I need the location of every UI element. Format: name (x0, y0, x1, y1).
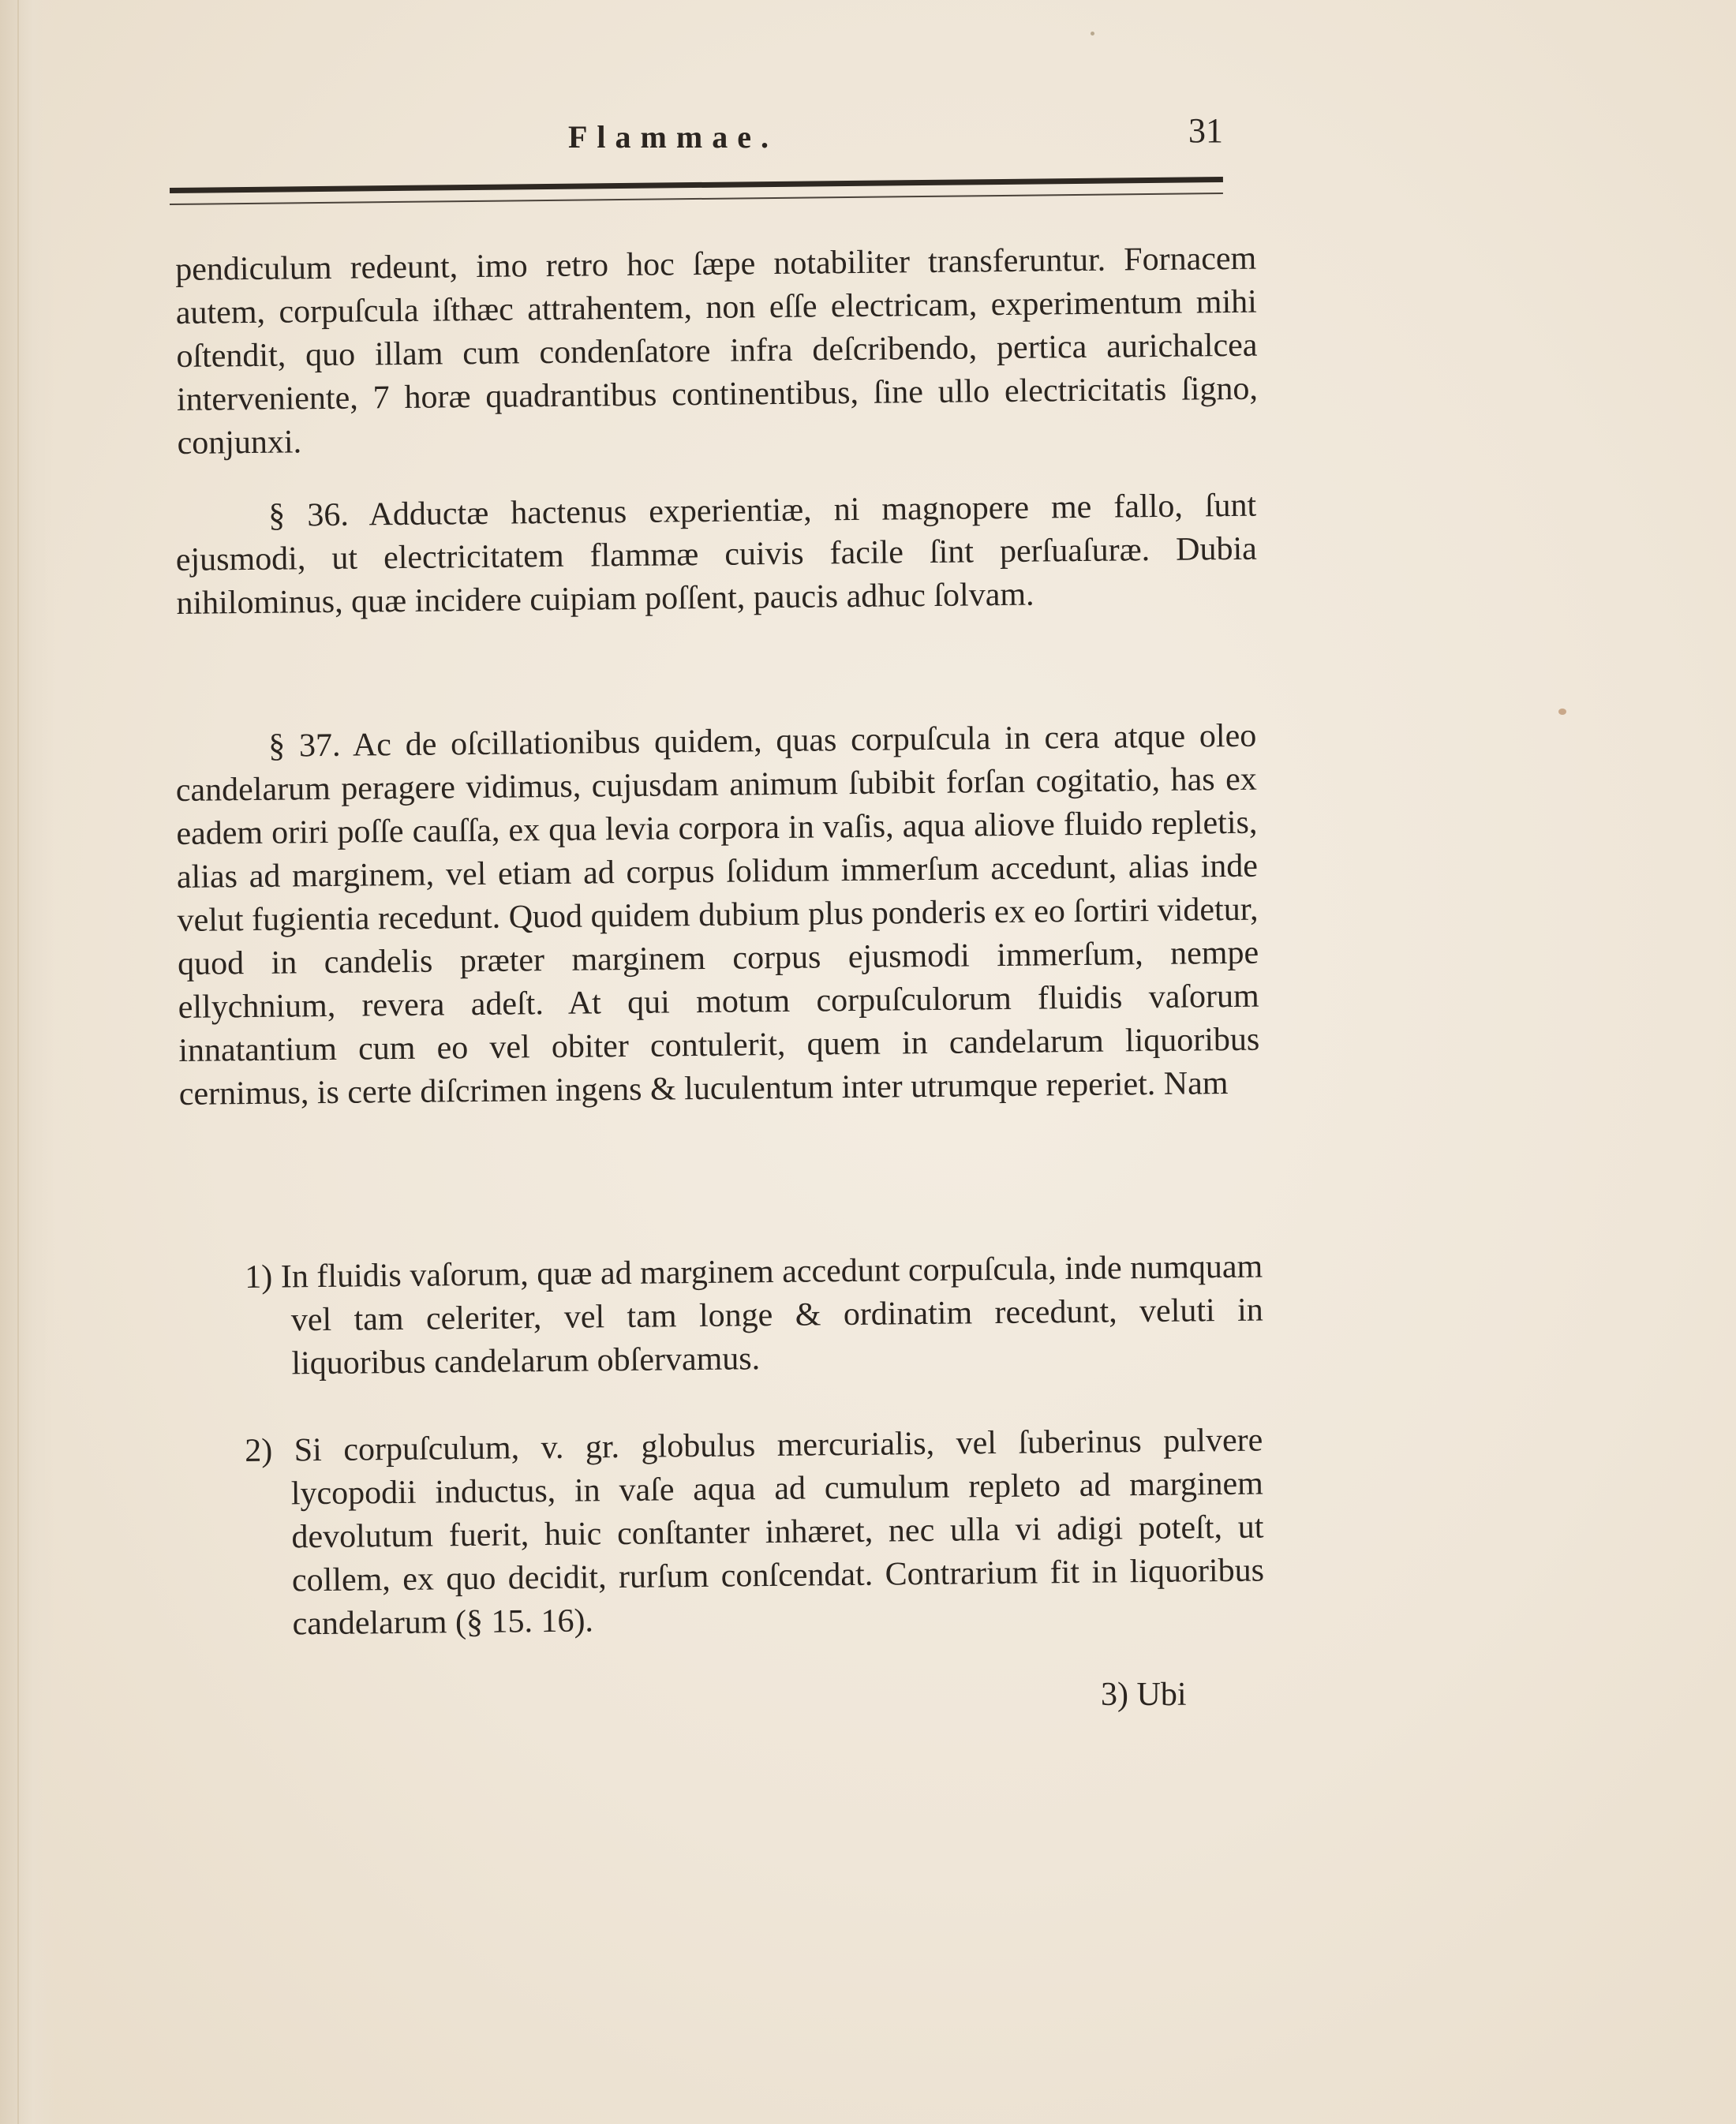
gutter-fold (17, 0, 19, 2124)
page-header (174, 110, 1223, 158)
list-item-text: 1) In fluidis vaſorum, quæ ad marginem accedunt corpuſcula, inde numquam vel tam celeriter, vel tam longe & ordinatim recedunt, veluti in liquoribus candelarum obſervamus. (245, 1248, 1264, 1382)
list-item-2 (245, 1419, 1265, 1646)
page-number: 31 (1188, 111, 1223, 150)
section-36 (175, 484, 1258, 626)
paragraph-text: pendiculum redeunt, imo retro hoc ſæpe notabiliter transferuntur. Fornacem autem, corpuſcula iſthæc attrahentem, non eſſe electricam, experimentum mihi oſtendit, quo illam cum condenſatore infra deſcribendo, pertica aurichalcea interveniente, 7 horæ quadrantibus continentibus, ſine ullo electricitatis ſigno, conjunxi. (175, 240, 1259, 462)
paper-stain (1091, 32, 1094, 36)
list-item-1 (245, 1245, 1264, 1385)
catchword: 3) Ubi (1101, 1677, 1187, 1713)
header-rule-thick (170, 177, 1223, 193)
paragraph-text: § 37. Ac de oſcillationibus quidem, quas corpuſcula in cera atque oleo candelarum peragere vidimus, cujusdam animum ſubibit forſan cogitatio, has ex eadem oriri poſſe cauſſa, ex qua levia corpora in vaſis, aqua aliove fluido repletis, alias ad marginem, vel etiam ad corpus ſolidum immerſum accedunt, alias inde velut fugientia recedunt. Quod quidem dubium plus ponderis ex eo ſortiri videtur, quod in candelis præter marginem corpus ejusmodi immerſum, nempe ellychnium, revera adeſt. At qui motum corpuſculorum fluidis vaſorum innatantium cum eo vel obiter contulerit, quem in candelarum liquoribus cernimus, is certe diſcrimen ingens & luculentum inter utrumque reperiet. Nam (175, 717, 1260, 1112)
running-title: Flammae. (568, 119, 778, 155)
section-37 (175, 715, 1260, 1116)
paper-stain (1558, 709, 1566, 715)
paragraph-continuation (175, 237, 1259, 466)
header-rule-thin (170, 193, 1223, 205)
list-item-text: 2) Si corpuſculum, v. gr. globulus mercurialis, vel ſuberinus pulvere lycopodii inductus, in vaſe aqua ad cumulum repleto ad marginem devolutum fuerit, huic conſtanter inhæret, nec ulla vi adigi poteſt, ut collem, ex quo decidit, rurſum conſcendat. Contrarium fit in liquoribus candelarum (§ 15. 16). (245, 1422, 1265, 1643)
gutter-shadow (0, 0, 55, 2124)
paragraph-text: § 36. Adductæ hactenus experientiæ, ni magnopere me fallo, ſunt ejusmodi, ut electricitatem flammæ cuivis facile ſint perſuaſuræ. Dubia nihilominus, quæ incidere cuipiam poſſent, paucis adhuc ſolvam. (175, 487, 1258, 622)
